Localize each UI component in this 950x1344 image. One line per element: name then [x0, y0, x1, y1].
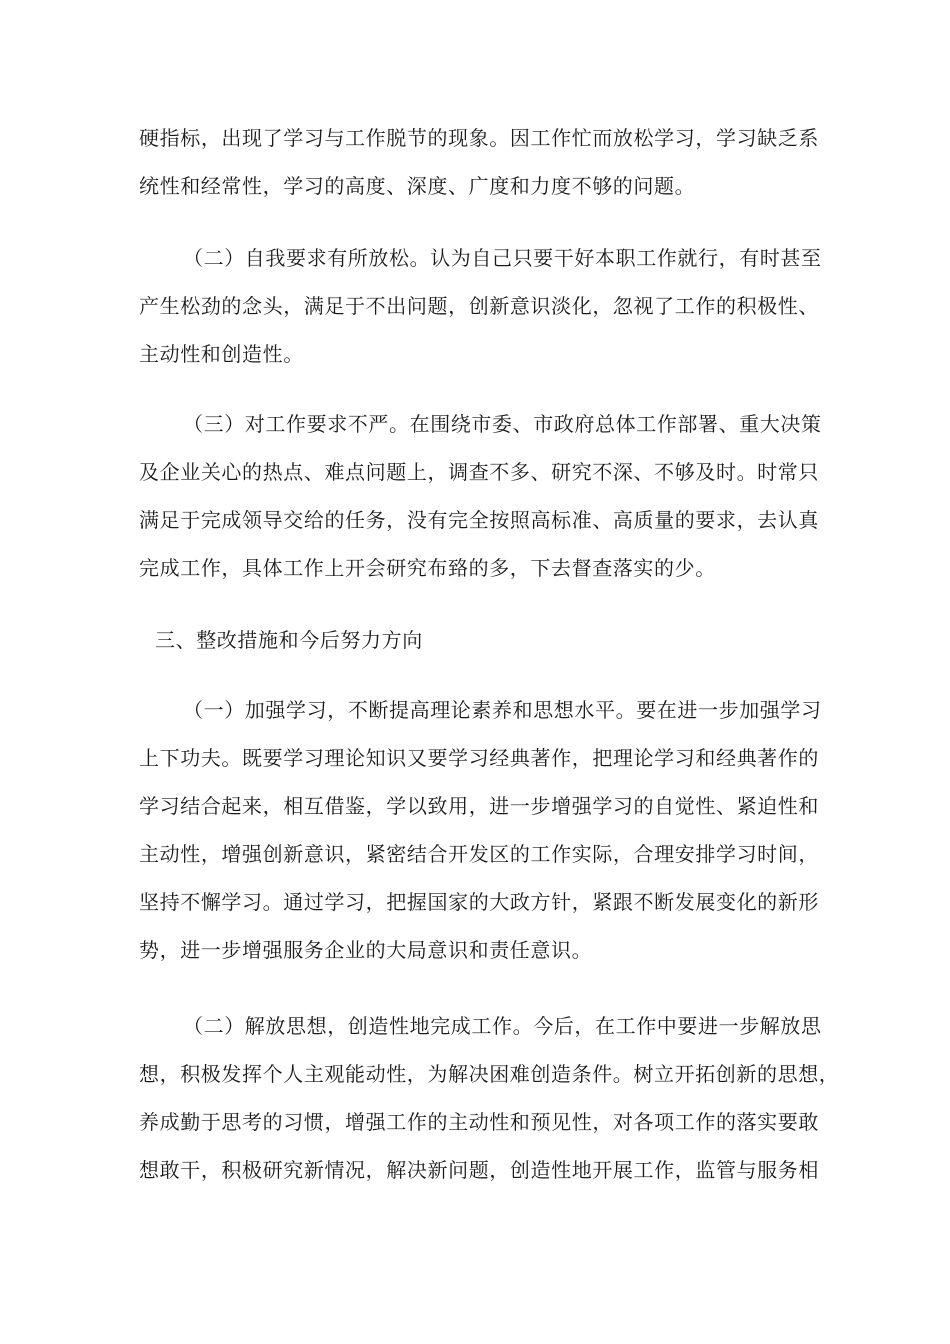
paragraph-continued — [139, 114, 829, 210]
text-line: 满足于完成领导交给的任务，没有完全按照高标准、高质量的要求，去认真 — [139, 508, 819, 532]
text-line: （一）加强学习，不断提高理论素养和思想水平。要在进一步加强学习 — [183, 698, 822, 722]
text-line: 完成工作，具体工作上开会研究布臵的多，下去督查落实的少。 — [139, 556, 716, 580]
text-line: 统性和经常性，学习的高度、深度、广度和力度不够的问题。 — [139, 174, 696, 198]
text-line: 势，进一步增强服务企业的大局意识和责任意识。 — [139, 938, 593, 962]
text-line: 主动性，增强创新意识，紧密结合开发区的工作实际，合理安排学习时间， — [139, 842, 819, 866]
paragraph-strengthen-study — [139, 686, 829, 974]
heading-text: 三、整改措施和今后努力方向 — [155, 628, 423, 652]
text-line: 及企业关心的热点、难点问题上，调查不多、研究不深、不够及时。时常只 — [139, 460, 819, 484]
section-heading — [139, 616, 829, 664]
text-line: 硬指标，出现了学习与工作脱节的现象。因工作忙而放松学习，学习缺乏系 — [139, 126, 819, 150]
text-line: 产生松劲的念头，满足于不出问题，创新意识淡化，忽视了工作的积极性、 — [139, 294, 819, 318]
text-line: 上下功夫。既要学习理论知识又要学习经典著作，把理论学习和经典著作的 — [139, 746, 819, 770]
text-line: （二）自我要求有所放松。认为自己只要干好本职工作就行，有时甚至 — [183, 246, 822, 270]
paragraph-work-requirement — [139, 400, 829, 592]
text-line: 坚持不懈学习。通过学习，把握国家的大政方针，紧跟不断发展变化的新形 — [139, 890, 819, 914]
text-line: 主动性和创造性。 — [139, 342, 304, 366]
paragraph-self-requirement — [139, 234, 829, 378]
text-line: （二）解放思想，创造性地完成工作。今后，在工作中要进一步解放思 — [183, 1014, 822, 1038]
text-line: 养成勤于思考的习惯，增强工作的主动性和预见性，对各项工作的落实要敢 — [139, 1110, 819, 1134]
paragraph-emancipate-mind — [139, 1002, 840, 1194]
text-line: （三）对工作要求不严。在围绕市委、市政府总体工作部署、重大决策 — [183, 412, 822, 436]
text-line: 想敢干，积极研究新情况，解决新问题，创造性地开展工作，监管与服务相 — [139, 1158, 819, 1182]
text-line: 想，积极发挥个人主观能动性，为解决困难创造条件。树立开拓创新的思想， — [139, 1062, 840, 1086]
text-line: 学习结合起来，相互借鉴，学以致用，进一步增强学习的自觉性、紧迫性和 — [139, 794, 819, 818]
